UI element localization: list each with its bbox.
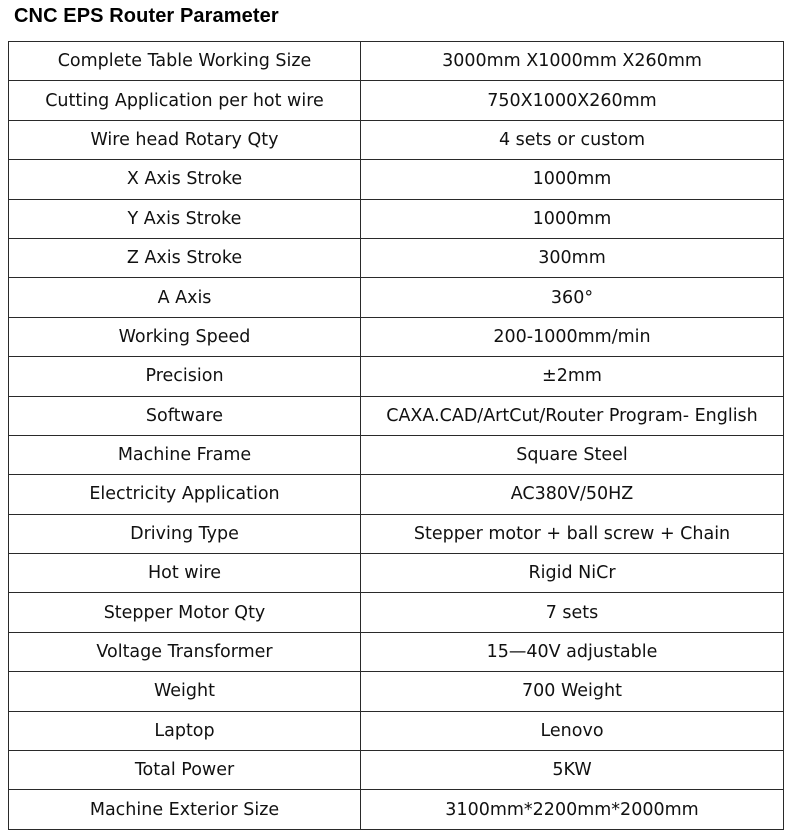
table-row <box>9 593 784 632</box>
parameter-label: Machine Frame <box>9 435 361 474</box>
table-row <box>9 120 784 159</box>
parameter-label: Cutting Application per hot wire <box>9 81 361 120</box>
table-row <box>9 672 784 711</box>
parameter-label: Total Power <box>9 751 361 790</box>
parameter-value: 360° <box>361 278 784 317</box>
parameter-label: Electricity Application <box>9 475 361 514</box>
parameter-value: 200-1000mm/min <box>361 317 784 356</box>
parameter-value: 7 sets <box>361 593 784 632</box>
parameter-table-body <box>9 42 784 830</box>
parameter-label: Weight <box>9 672 361 711</box>
table-row <box>9 632 784 671</box>
parameter-label: Software <box>9 396 361 435</box>
table-row <box>9 554 784 593</box>
parameter-value: 750X1000X260mm <box>361 81 784 120</box>
parameter-label: Machine Exterior Size <box>9 790 361 830</box>
parameter-label: Laptop <box>9 711 361 750</box>
parameter-value: AC380V/50HZ <box>361 475 784 514</box>
table-row <box>9 435 784 474</box>
parameter-value: 300mm <box>361 238 784 277</box>
parameter-value: ±2mm <box>361 357 784 396</box>
parameter-label: Y Axis Stroke <box>9 199 361 238</box>
parameter-label: Driving Type <box>9 514 361 553</box>
parameter-label: A Axis <box>9 278 361 317</box>
table-row <box>9 396 784 435</box>
parameter-label: Voltage Transformer <box>9 632 361 671</box>
table-row <box>9 238 784 277</box>
table-row <box>9 278 784 317</box>
parameter-value: 4 sets or custom <box>361 120 784 159</box>
table-row <box>9 160 784 199</box>
parameter-table <box>8 41 784 830</box>
parameter-label: Z Axis Stroke <box>9 238 361 277</box>
table-row <box>9 199 784 238</box>
table-row <box>9 751 784 790</box>
table-row <box>9 711 784 750</box>
parameter-label: Wire head Rotary Qty <box>9 120 361 159</box>
parameter-label: Complete Table Working Size <box>9 42 361 81</box>
parameter-value: 1000mm <box>361 199 784 238</box>
parameter-value: Stepper motor + ball screw + Chain <box>361 514 784 553</box>
parameter-value: 700 Weight <box>361 672 784 711</box>
parameter-value: 3100mm*2200mm*2000mm <box>361 790 784 830</box>
parameter-label: Working Speed <box>9 317 361 356</box>
table-row <box>9 42 784 81</box>
parameter-label: Precision <box>9 357 361 396</box>
parameter-label: X Axis Stroke <box>9 160 361 199</box>
table-row <box>9 357 784 396</box>
parameter-value: 3000mm X1000mm X260mm <box>361 42 784 81</box>
parameter-value: Square Steel <box>361 435 784 474</box>
parameter-value: Rigid NiCr <box>361 554 784 593</box>
parameter-value: 5KW <box>361 751 784 790</box>
parameter-value: 1000mm <box>361 160 784 199</box>
parameter-label: Stepper Motor Qty <box>9 593 361 632</box>
parameter-value: Lenovo <box>361 711 784 750</box>
parameter-value: CAXA.CAD/ArtCut/Router Program- English <box>361 396 784 435</box>
parameter-label: Hot wire <box>9 554 361 593</box>
table-row <box>9 514 784 553</box>
table-row <box>9 790 784 830</box>
page-title: CNC EPS Router Parameter <box>14 5 279 27</box>
parameter-value: 15—40V adjustable <box>361 632 784 671</box>
table-row <box>9 81 784 120</box>
table-row <box>9 317 784 356</box>
table-row <box>9 475 784 514</box>
